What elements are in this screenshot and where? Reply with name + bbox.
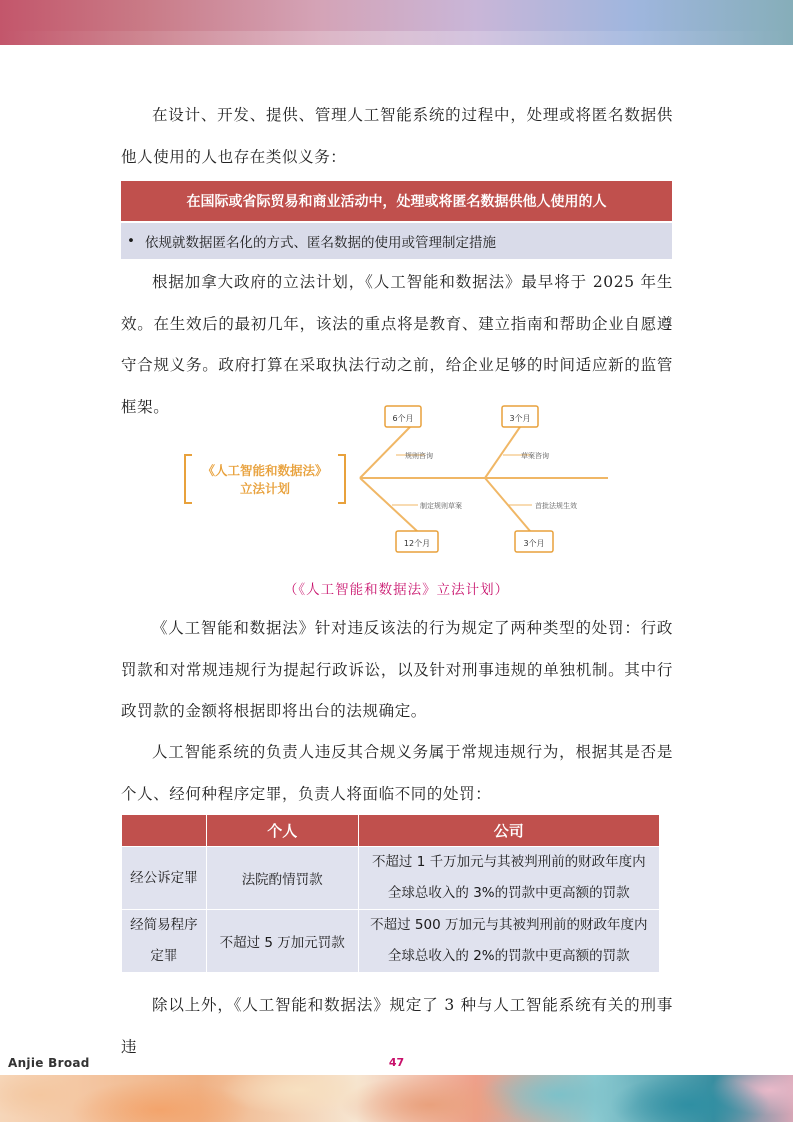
company-penalty-cell [358,847,659,910]
obligation-bullet-text: 依规就数据匿名化的方式、匿名数据的使用或管理制定措施 [144,235,496,251]
title-bracket-right [338,455,345,503]
footer-brand: Anjie Broad [8,1056,90,1070]
page-number: 47 [388,1056,405,1069]
step-duration-3: 3个月 [509,414,531,423]
procedure-cell: 经公诉定罪 [122,847,207,910]
closing-paragraph: 除以上外，《人工智能和数据法》规定了 3 种与人工智能系统有关的刑事违 [121,996,673,1056]
individual-penalty-cell: 不超过 5 万加元罚款 [206,910,358,973]
header-individual: 个人 [206,815,358,847]
step-label-2: 制定规则草案 [420,502,462,510]
header-company: 公司 [358,815,659,847]
diagram-caption: （《人工智能和数据法》立法计划） [283,582,510,598]
company-penalty-line1: 不超过 1 千万加元与其被判刑前的财政年度内 [371,854,646,870]
timeline-title-line1: 《人工智能和数据法》 [202,463,328,478]
timeline-svg [180,395,620,565]
step-duration-2: 12个月 [403,539,431,548]
footer-decoration-art [0,1075,793,1122]
penalty-table [121,814,660,973]
penalties-paragraph-1: 《人工智能和数据法》针对违反该法的行为规定了两种类型的处罚：行政罚款和对常规违规行为提起行政诉讼，以及针对刑事违规的单独机制。其中行政罚款的金额将根据即将出台的法规确定。 [121,619,673,720]
obligation-box-bullet-row [121,223,672,259]
procedure-line1: 经简易程序 [130,917,198,933]
legislative-timeline-diagram [180,395,620,565]
procedure-line2: 定罪 [150,948,178,964]
penalties-paragraph-2: 人工智能系统的负责人违反其合规义务属于常规违规行为，根据其是否是个人、经何种程序定罪，负责人将面临不同的处罚： [121,743,673,803]
obligation-box-title: 在国际或省际贸易和商业活动中，处理或将匿名数据供他人使用的人 [121,181,672,221]
individual-penalty-cell: 法院酌情罚款 [206,847,358,910]
header-blank-cell [122,815,207,847]
timeline-title-line2: 立法计划 [239,481,291,496]
step-duration-1: 6个月 [392,414,414,423]
step-duration-4: 3个月 [523,539,545,548]
step-label-1: 规则咨询 [405,452,433,460]
header-decoration-band [0,0,793,45]
company-penalty-line2: 全球总收入的 2%的罚款中更高额的罚款 [387,948,630,964]
title-bracket-left [185,455,192,503]
procedure-cell [122,910,207,973]
table-row [122,910,660,973]
company-penalty-line2: 全球总收入的 3%的罚款中更高额的罚款 [387,885,630,901]
table-row [122,847,660,910]
bullet-icon: • [127,233,135,249]
branch-upper-2 [485,427,520,478]
company-penalty-cell [358,910,659,973]
intro-paragraph: 在设计、开发、提供、管理人工智能系统的过程中，处理或将匿名数据供他人使用的人也存在类似义务： [121,106,673,166]
step-label-4: 首批法规生效 [535,502,577,510]
company-penalty-line1: 不超过 500 万加元与其被判刑前的财政年度内 [370,917,648,933]
penalty-table-header-row [122,815,660,847]
step-label-3: 草案咨询 [521,452,549,460]
branch-upper-1 [360,427,410,478]
legislative-plan-paragraph: 根据加拿大政府的立法计划，《人工智能和数据法》最早将于 2025 年生效。在生效后的最初几年，该法的重点将是教育、建立指南和帮助企业自愿遵守合规义务。政府打算在采取执法行动之前，给企业足够的时间适应新的监管框架。 [121,273,673,416]
